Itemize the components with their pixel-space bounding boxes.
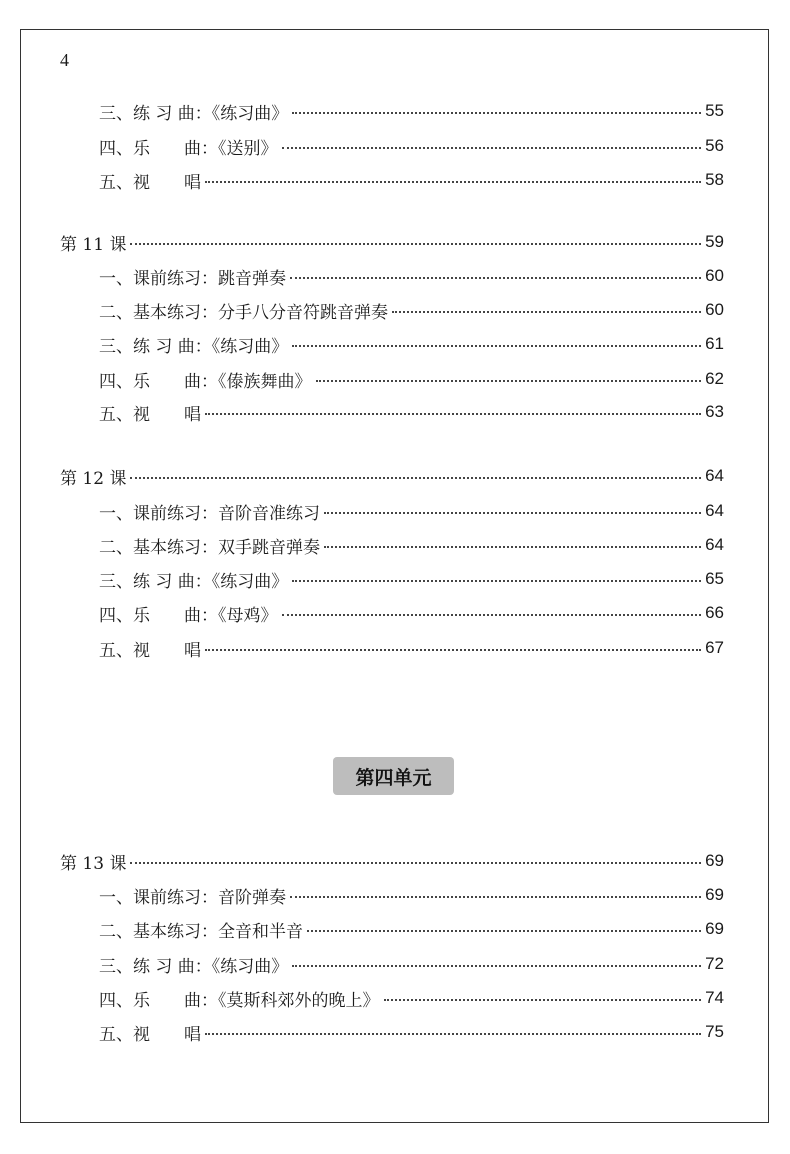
lesson-title: 第 13 课 [60,853,127,874]
toc-entry-label: 四、乐 曲：《母鸡》 [99,605,278,626]
toc-entry-page: 63 [705,402,724,421]
toc-entry[interactable] [99,399,724,425]
toc-entry-label: 三、练 习 曲：《练习曲》 [99,956,289,977]
toc-lesson-13[interactable] [60,848,724,874]
toc-entry-label: 四、乐 曲：《傣族舞曲》 [99,371,312,392]
toc-entry-label: 二、基本练习：分手八分音符跳音弹奏 [99,302,388,323]
toc-entry[interactable] [99,1019,724,1045]
lesson-page: 64 [705,466,724,485]
toc-entry-page: 67 [705,638,724,657]
toc-entry-label: 二、基本练习：双手跳音弹奏 [99,537,320,558]
toc-entry-label: 三、练 习 曲：《练习曲》 [99,336,289,357]
dot-leader [282,147,702,149]
toc-entry-page: 60 [705,266,724,285]
toc-entry[interactable] [99,297,724,323]
dot-leader [292,965,701,967]
toc-entry[interactable] [99,498,724,524]
dot-leader [292,345,701,347]
toc-entry-page: 69 [705,885,724,904]
dot-leader [290,277,701,279]
toc-entry-page: 58 [705,170,724,189]
toc-entry-page: 64 [705,535,724,554]
dot-leader [282,614,702,616]
lesson-title: 第 11 课 [60,234,127,255]
dot-leader [205,1033,701,1035]
dot-leader [324,512,701,514]
toc-entry[interactable] [99,566,724,592]
dot-leader [205,181,701,183]
dot-leader [130,477,701,479]
toc-entry-page: 55 [705,101,724,120]
dot-leader [316,380,702,382]
toc-entry-page: 65 [705,569,724,588]
toc-entry-page: 66 [705,603,724,622]
toc-entry-label: 一、课前练习：跳音弹奏 [99,268,286,289]
dot-leader [290,896,701,898]
toc-entry-page: 69 [705,919,724,938]
dot-leader [292,112,701,114]
toc-entry[interactable] [99,985,724,1011]
dot-leader [384,999,702,1001]
toc-entry[interactable] [99,331,724,357]
toc-lesson-11[interactable] [60,229,724,255]
toc-entry[interactable] [99,133,724,159]
unit-title: 第四单元 [333,757,454,795]
dot-leader [392,311,701,313]
toc-entry-page: 61 [705,334,724,353]
dot-leader [307,930,701,932]
toc-lesson-12[interactable] [60,463,724,489]
toc-entry-label: 三、练 习 曲：《练习曲》 [99,571,289,592]
toc-entry[interactable] [99,600,724,626]
toc-entry[interactable] [99,532,724,558]
toc-entry-label: 五、视 唱 [99,172,201,193]
dot-leader [205,413,701,415]
toc-entry-label: 五、视 唱 [99,1024,201,1045]
toc-entry[interactable] [99,263,724,289]
toc-entry-label: 一、课前练习：音阶音准练习 [99,503,320,524]
toc-entry-label: 二、基本练习：全音和半音 [99,921,303,942]
lesson-page: 69 [705,851,724,870]
dot-leader [130,243,701,245]
toc-entry-page: 75 [705,1022,724,1041]
toc-entry[interactable] [99,635,724,661]
toc-entry-page: 62 [705,369,724,388]
toc-entry[interactable] [99,366,724,392]
toc-entry[interactable] [99,951,724,977]
toc-entry-page: 64 [705,501,724,520]
toc-entry[interactable] [99,916,724,942]
toc-entry-page: 60 [705,300,724,319]
dot-leader [324,546,701,548]
toc-entry-label: 四、乐 曲：《莫斯科郊外的晚上》 [99,990,380,1011]
dot-leader [205,649,701,651]
toc-entry-label: 四、乐 曲：《送别》 [99,138,278,159]
toc-entry[interactable] [99,882,724,908]
toc-entry-label: 一、课前练习：音阶弹奏 [99,887,286,908]
toc-entry-label: 五、视 唱 [99,404,201,425]
toc-entry-label: 三、练 习 曲：《练习曲》 [99,103,289,124]
toc-entry[interactable] [99,98,724,124]
toc-entry-page: 74 [705,988,724,1007]
toc-entry-page: 72 [705,954,724,973]
page-number: 4 [60,50,69,70]
toc-entry-page: 56 [705,136,724,155]
toc-entry[interactable] [99,167,724,193]
lesson-title: 第 12 课 [60,468,127,489]
toc-entry-label: 五、视 唱 [99,640,201,661]
dot-leader [292,580,701,582]
lesson-page: 59 [705,232,724,251]
dot-leader [130,862,701,864]
